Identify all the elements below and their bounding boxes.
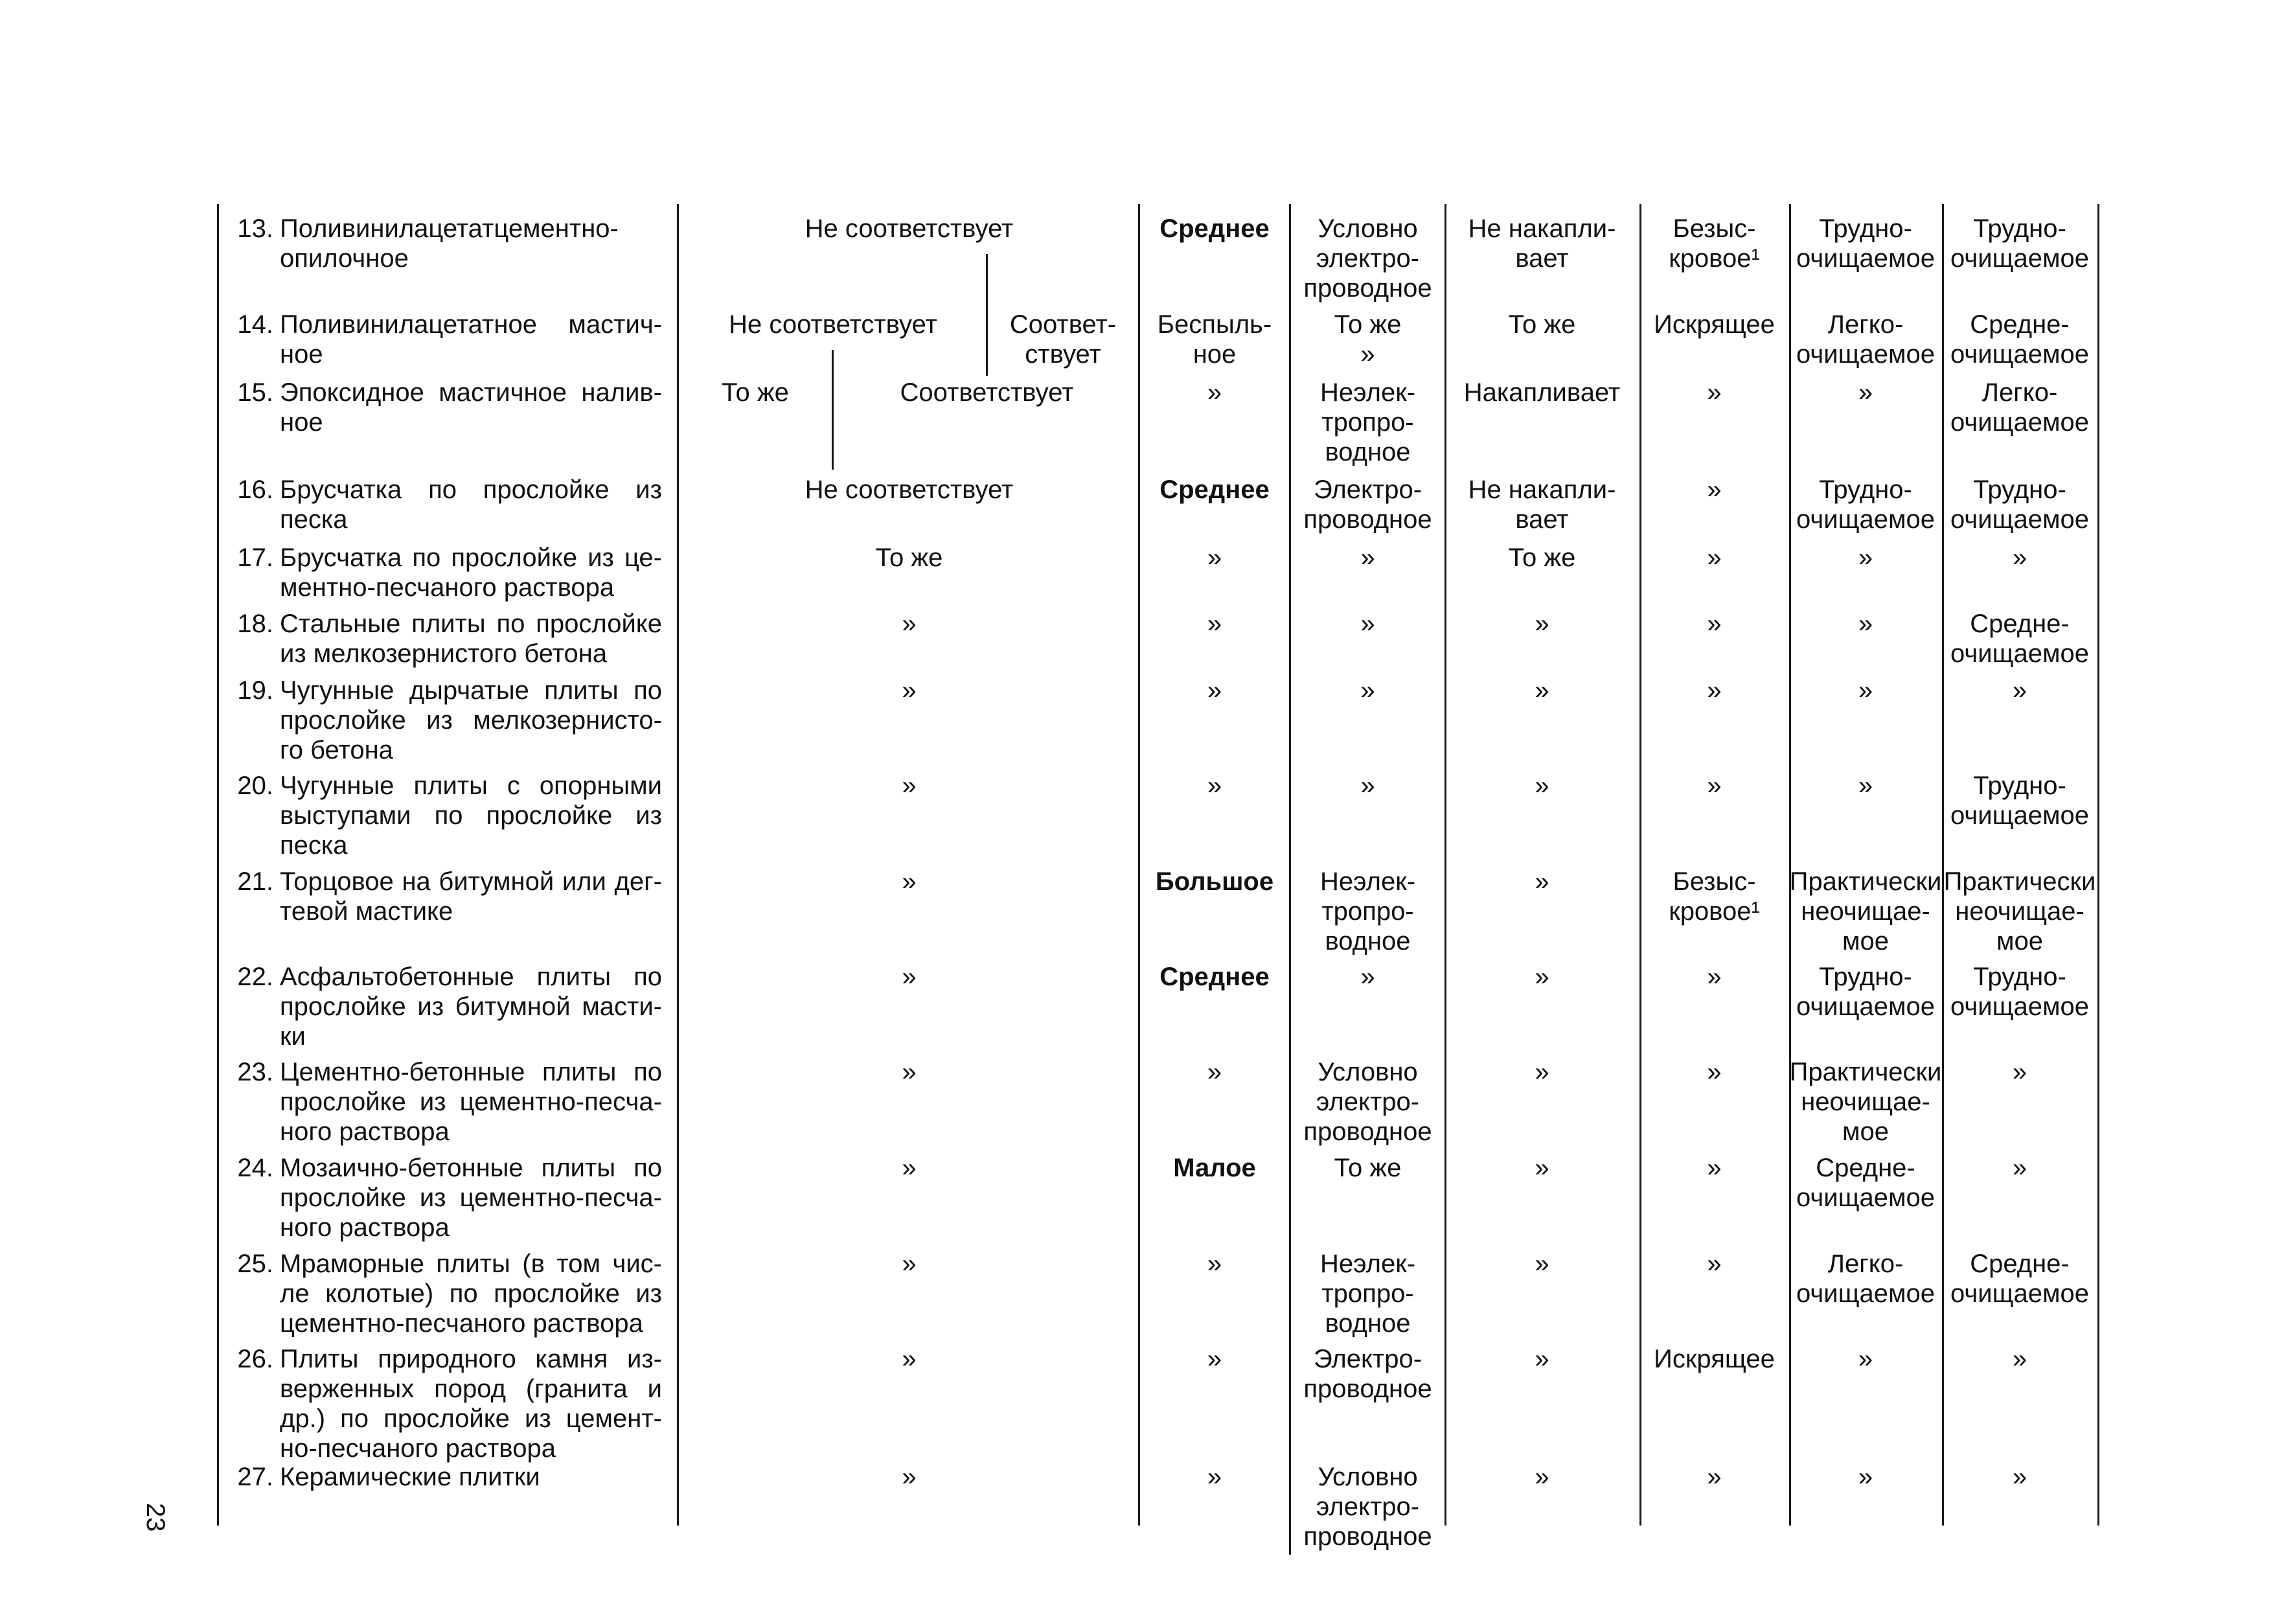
floor-type-name: др.) по прослойке из цемент- bbox=[280, 1404, 662, 1433]
cell-value: » bbox=[902, 1058, 917, 1086]
row-number: 19. bbox=[237, 676, 273, 705]
cell-value: Практически bbox=[1943, 867, 2096, 896]
cell-value: проводное bbox=[1303, 1522, 1432, 1551]
cell-value: Трудно- bbox=[1819, 214, 1912, 243]
floor-type-name: цементно-песчаного раствора bbox=[280, 1309, 643, 1338]
cell-value: проводное bbox=[1303, 1375, 1432, 1403]
cell-value: » bbox=[1207, 772, 1222, 800]
cell-value: » bbox=[1535, 676, 1549, 705]
cell-value: мое bbox=[1842, 1117, 1889, 1146]
floor-type-name: Чугунные дырчатые плиты по bbox=[280, 676, 662, 705]
cell-value: очищаемое bbox=[1796, 244, 1935, 273]
floor-type-name: прослойке из цементно-песча- bbox=[280, 1088, 662, 1116]
cell-value: очищаемое bbox=[1950, 1279, 2089, 1308]
row-number: 17. bbox=[237, 543, 273, 572]
cell-value: Искрящее bbox=[1654, 1345, 1775, 1373]
floor-type-name: Стальные плиты по прослойке bbox=[280, 610, 662, 638]
cell-value: » bbox=[1360, 772, 1375, 800]
floor-type-name: песка bbox=[280, 831, 348, 860]
floor-type-name: ного раствора bbox=[280, 1213, 450, 1242]
cell-value: электро- bbox=[1316, 244, 1420, 273]
floor-type-name: ментно-песчаного раствора bbox=[280, 573, 615, 602]
row-number: 24. bbox=[237, 1154, 273, 1182]
cell-value: водное bbox=[1325, 438, 1411, 466]
cell-value: » bbox=[1858, 772, 1873, 800]
cell-value: очищаемое bbox=[1796, 1279, 1935, 1308]
cell-value: » bbox=[902, 867, 917, 896]
row-number: 27. bbox=[237, 1463, 273, 1491]
cell-value: » bbox=[1707, 1250, 1722, 1278]
cell-value: » bbox=[1707, 378, 1722, 407]
cell-value: Не соответствует bbox=[805, 475, 1014, 504]
cell-value: Неэлек- bbox=[1319, 1250, 1416, 1278]
floor-type-name: Керамические плитки bbox=[280, 1463, 540, 1491]
cell-value: Легко- bbox=[1827, 1250, 1904, 1278]
cell-value: кровое¹ bbox=[1669, 897, 1760, 926]
cell-value: очищаемое bbox=[1796, 505, 1935, 534]
floor-type-name: тевой мастике bbox=[280, 897, 453, 926]
cell-value: » bbox=[1535, 1058, 1549, 1086]
floor-type-name: из мелкозернистого бетона bbox=[280, 639, 608, 668]
cell-value: » bbox=[1707, 475, 1722, 504]
cell-value: » bbox=[1707, 1058, 1722, 1086]
cell-value: » bbox=[2012, 1463, 2027, 1491]
cell-value: » bbox=[1535, 1345, 1549, 1373]
cell-value: вает bbox=[1515, 244, 1569, 273]
cell-value: Средне- bbox=[1970, 1250, 2070, 1278]
cell-value: Трудно- bbox=[1973, 772, 2066, 800]
page-number: 23 bbox=[141, 1503, 170, 1532]
cell-value: » bbox=[1360, 610, 1375, 638]
table-rule bbox=[832, 350, 834, 470]
cell-value: Малое bbox=[1173, 1154, 1256, 1182]
cell-value: » bbox=[1858, 378, 1873, 407]
cell-value: Легко- bbox=[1827, 310, 1904, 339]
cell-value: Не соответствует bbox=[805, 214, 1014, 243]
cell-value: » bbox=[1858, 1463, 1873, 1491]
table-rule bbox=[2097, 204, 2099, 1526]
floor-type-name: Поливинилацетатцементно- bbox=[280, 214, 619, 243]
cell-value: » bbox=[1207, 1345, 1222, 1373]
floor-type-name: Эпоксидное мастичное налив- bbox=[280, 378, 662, 407]
cell-value: Не соответствует bbox=[729, 310, 937, 339]
cell-value: » bbox=[1535, 963, 1549, 991]
cell-value: Безыс- bbox=[1673, 867, 1756, 896]
cell-value: кровое¹ bbox=[1669, 244, 1760, 273]
cell-value: » bbox=[1707, 1463, 1722, 1491]
floor-type-name: Брусчатка по прослойке из bbox=[280, 475, 662, 504]
cell-value: электро- bbox=[1316, 1088, 1420, 1116]
cell-value: Трудно- bbox=[1973, 214, 2066, 243]
cell-value: Трудно- bbox=[1819, 475, 1912, 504]
row-number: 23. bbox=[237, 1058, 273, 1086]
cell-value: Безыс- bbox=[1673, 214, 1756, 243]
cell-value: Не накапли- bbox=[1468, 214, 1616, 243]
cell-value: То же bbox=[1508, 310, 1576, 339]
cell-value: Неэлек- bbox=[1319, 867, 1416, 896]
cell-value: » bbox=[1707, 1154, 1722, 1182]
cell-value: Условно bbox=[1318, 214, 1418, 243]
floor-type-name: Мозаично-бетонные плиты по bbox=[280, 1154, 662, 1182]
cell-value: » bbox=[1858, 676, 1873, 705]
table-rule bbox=[677, 204, 679, 1526]
row-number: 22. bbox=[237, 963, 273, 991]
cell-value: » bbox=[1207, 610, 1222, 638]
cell-value: » bbox=[1360, 676, 1375, 705]
cell-value: » bbox=[1707, 543, 1722, 572]
cell-value: очищаемое bbox=[1796, 1184, 1935, 1212]
cell-value: » bbox=[1858, 1345, 1873, 1373]
cell-value: Большое bbox=[1155, 867, 1274, 896]
cell-value: » bbox=[1207, 676, 1222, 705]
cell-value: То же bbox=[875, 543, 943, 572]
cell-value: Среднее bbox=[1159, 963, 1270, 991]
row-number: 16. bbox=[237, 475, 273, 504]
row-number: 20. bbox=[237, 772, 273, 800]
cell-value: » bbox=[1360, 543, 1375, 572]
cell-value: Трудно- bbox=[1973, 963, 2066, 991]
cell-value: Неэлек- bbox=[1319, 378, 1416, 407]
cell-value: » bbox=[902, 1154, 917, 1182]
cell-value: » bbox=[1858, 543, 1873, 572]
row-number: 25. bbox=[237, 1250, 273, 1278]
cell-value: То же bbox=[1334, 310, 1402, 339]
row-number: 13. bbox=[237, 214, 273, 243]
cell-value: Среднее bbox=[1159, 214, 1270, 243]
cell-value: » bbox=[1207, 1058, 1222, 1086]
cell-value: мое bbox=[1996, 927, 2043, 955]
cell-value: » bbox=[1707, 676, 1722, 705]
floor-type-name: прослойке из цементно-песча- bbox=[280, 1184, 662, 1212]
cell-value: Соответствует bbox=[900, 378, 1074, 407]
cell-value: Условно bbox=[1318, 1058, 1418, 1086]
row-number: 18. bbox=[237, 610, 273, 638]
row-number: 26. bbox=[237, 1345, 273, 1373]
cell-value: » bbox=[1207, 1250, 1222, 1278]
cell-value: » bbox=[1535, 772, 1549, 800]
cell-value: » bbox=[902, 1345, 917, 1373]
floor-type-name: Чугунные плиты с опорными bbox=[280, 772, 662, 800]
cell-value: Беспыль- bbox=[1157, 310, 1272, 339]
cell-value: » bbox=[1360, 340, 1375, 369]
cell-value: Трудно- bbox=[1973, 475, 2066, 504]
cell-value: » bbox=[2012, 676, 2027, 705]
cell-value: проводное bbox=[1303, 274, 1432, 303]
cell-value: » bbox=[1535, 1463, 1549, 1491]
row-number: 14. bbox=[237, 310, 273, 339]
cell-value: Искрящее bbox=[1654, 310, 1775, 339]
cell-value: То же bbox=[1508, 543, 1576, 572]
cell-value: » bbox=[1535, 1250, 1549, 1278]
floor-type-name: Плиты природного камня из- bbox=[280, 1345, 662, 1373]
cell-value: очищаемое bbox=[1796, 992, 1935, 1021]
cell-value: очищаемое bbox=[1950, 992, 2089, 1021]
cell-value: » bbox=[1535, 867, 1549, 896]
cell-value: очищаемое bbox=[1950, 244, 2089, 273]
cell-value: » bbox=[2012, 1058, 2027, 1086]
cell-value: ное bbox=[1193, 340, 1237, 369]
cell-value: Среднее bbox=[1159, 475, 1270, 504]
floor-type-name: Мраморные плиты (в том чис- bbox=[280, 1250, 662, 1278]
floor-type-name: выступами по прослойке из bbox=[280, 801, 662, 830]
cell-value: очищаемое bbox=[1950, 340, 2089, 369]
cell-value: Средне- bbox=[1816, 1154, 1915, 1182]
cell-value: » bbox=[902, 1250, 917, 1278]
cell-value: » bbox=[902, 1463, 917, 1491]
cell-value: неочищае- bbox=[1955, 897, 2084, 926]
cell-value: » bbox=[2012, 543, 2027, 572]
cell-value: очищаемое bbox=[1950, 408, 2089, 437]
cell-value: неочищае- bbox=[1801, 897, 1930, 926]
cell-value: ствует bbox=[1025, 340, 1101, 369]
floor-type-name: прослойке из мелкозернисто- bbox=[280, 706, 662, 735]
cell-value: проводное bbox=[1303, 505, 1432, 534]
cell-value: » bbox=[1207, 543, 1222, 572]
cell-value: » bbox=[1207, 378, 1222, 407]
floor-type-name: верженных пород (гранита и bbox=[280, 1375, 662, 1403]
cell-value: Не накапли- bbox=[1468, 475, 1616, 504]
cell-value: тропро- bbox=[1321, 408, 1414, 437]
cell-value: То же bbox=[1334, 1154, 1402, 1182]
cell-value: очищаемое bbox=[1950, 801, 2089, 830]
cell-value: » bbox=[1535, 1154, 1549, 1182]
floor-type-name: песка bbox=[280, 505, 348, 534]
floor-type-name: но-песчаного раствора bbox=[280, 1434, 556, 1463]
cell-value: » bbox=[1360, 963, 1375, 991]
cell-value: электро- bbox=[1316, 1492, 1420, 1521]
floor-type-name: Торцовое на битумной или дег- bbox=[280, 867, 662, 896]
cell-value: То же bbox=[722, 378, 789, 407]
floor-type-name: ное bbox=[280, 408, 323, 437]
cell-value: Трудно- bbox=[1819, 963, 1912, 991]
row-number: 21. bbox=[237, 867, 273, 896]
table-rule bbox=[217, 204, 219, 1526]
cell-value: Электро- bbox=[1313, 1345, 1422, 1373]
cell-value: Легко- bbox=[1981, 378, 2058, 407]
cell-value: » bbox=[1707, 963, 1722, 991]
cell-value: проводное bbox=[1303, 1117, 1432, 1146]
cell-value: очищаемое bbox=[1950, 639, 2089, 668]
cell-value: вает bbox=[1515, 505, 1569, 534]
cell-value: » bbox=[902, 963, 917, 991]
cell-value: тропро- bbox=[1321, 1279, 1414, 1308]
floor-type-name: Цементно-бетонные плиты по bbox=[280, 1058, 662, 1086]
cell-value: Средне- bbox=[1970, 610, 2070, 638]
cell-value: неочищае- bbox=[1801, 1088, 1930, 1116]
row-number: 15. bbox=[237, 378, 273, 407]
cell-value: мое bbox=[1842, 927, 1889, 955]
floor-type-name: Асфальтобетонные плиты по bbox=[280, 963, 662, 991]
cell-value: » bbox=[902, 772, 917, 800]
cell-value: » bbox=[1207, 1463, 1222, 1491]
cell-value: » bbox=[1707, 772, 1722, 800]
cell-value: » bbox=[2012, 1154, 2027, 1182]
floor-type-name: го бетона bbox=[280, 736, 393, 764]
floor-type-name: ного раствора bbox=[280, 1117, 450, 1146]
cell-value: Средне- bbox=[1970, 310, 2070, 339]
floor-type-name: прослойке из битумной масти- bbox=[280, 992, 662, 1021]
floor-type-name: ле колотые) по прослойке из bbox=[280, 1279, 662, 1308]
cell-value: очищаемое bbox=[1950, 505, 2089, 534]
floor-type-name: ное bbox=[280, 340, 323, 369]
cell-value: » bbox=[1707, 610, 1722, 638]
floor-type-name: ки bbox=[280, 1022, 306, 1051]
cell-value: » bbox=[1858, 610, 1873, 638]
cell-value: Электро- bbox=[1313, 475, 1422, 504]
cell-value: » bbox=[1535, 610, 1549, 638]
cell-value: тропро- bbox=[1321, 897, 1414, 926]
cell-value: Практически bbox=[1789, 1058, 1942, 1086]
cell-value: » bbox=[902, 676, 917, 705]
cell-value: Условно bbox=[1318, 1463, 1418, 1491]
floor-type-name: опилочное bbox=[280, 244, 409, 273]
cell-value: очищаемое bbox=[1796, 340, 1935, 369]
floor-type-name: Брусчатка по прослойке из це- bbox=[280, 543, 662, 572]
cell-value: Практически bbox=[1789, 867, 1942, 896]
floor-type-name: Поливинилацетатное мастич- bbox=[280, 310, 662, 339]
cell-value: Накапливает bbox=[1463, 378, 1621, 407]
cell-value: » bbox=[2012, 1345, 2027, 1373]
cell-value: Соответ- bbox=[1009, 310, 1117, 339]
cell-value: водное bbox=[1325, 927, 1411, 955]
cell-value: водное bbox=[1325, 1309, 1411, 1338]
cell-value: » bbox=[902, 610, 917, 638]
